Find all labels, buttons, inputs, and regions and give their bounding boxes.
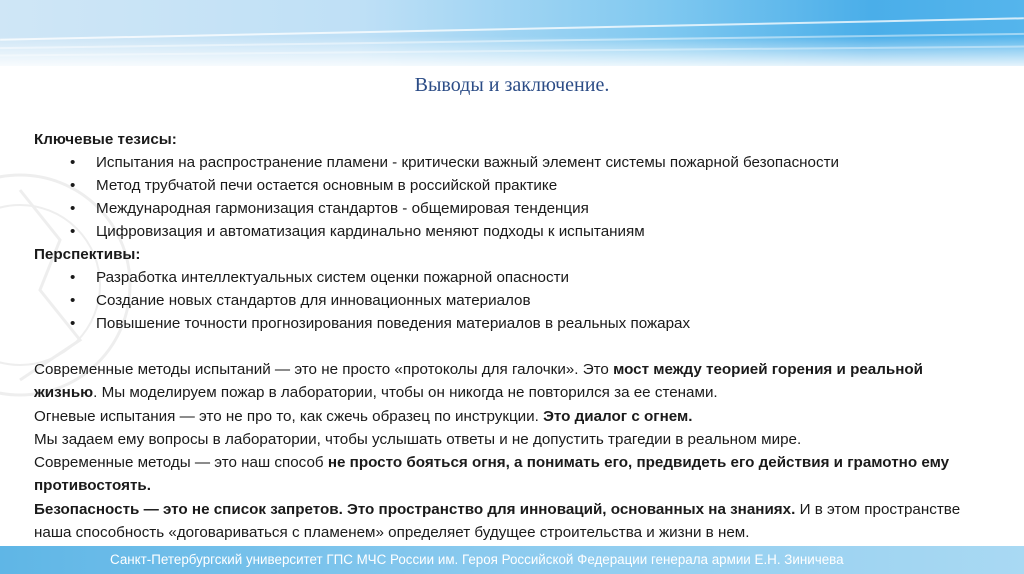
key-theses-list <box>34 151 984 243</box>
list-item: • Международная гармонизация стандартов - общемировая тенденция <box>34 197 984 220</box>
list-item: • Цифровизация и автоматизация кардинально меняют подходы к испытаниям <box>34 220 984 243</box>
header-band <box>0 0 1024 66</box>
list-item: • Метод трубчатой печи остается основным в российской практике <box>34 174 984 197</box>
perspectives-list <box>34 266 984 335</box>
list-item: • Повышение точности прогнозирования поведения материалов в реальных пожарах <box>34 312 984 335</box>
bullet-icon: • <box>70 315 76 332</box>
bullet-icon: • <box>70 292 76 309</box>
bullet-icon: • <box>70 154 76 171</box>
bullet-icon: • <box>70 177 76 194</box>
list-item: • Разработка интеллектуальных систем оценки пожарной опасности <box>34 266 984 289</box>
slide-content <box>34 128 984 544</box>
list-item: • Испытания на распространение пламени - критически важный элемент системы пожарной безопасности <box>34 151 984 174</box>
bullet-icon: • <box>70 269 76 286</box>
perspectives-heading: Перспективы: <box>34 246 141 263</box>
slide-title: Выводы и заключение. <box>414 74 610 96</box>
footer-text: Санкт-Петербургский университет ГПС МЧС России им. Героя Российской Федерации генерала армии Е.Н. Зиничева <box>110 552 844 567</box>
key-theses-heading: Ключевые тезисы: <box>34 131 177 148</box>
conclusion-paragraph: Современные методы испытаний — это не просто «протоколы для галочки». Это мост между теорией горения и реальной жизнью. Мы моделируем пожар в лаборатории, чтобы он никогда не повторился за ее стенами. Огневые испытания — это не про то, как сжечь образец по инструкции. Это диалог с огнем. Мы задаем ему вопросы в лаборатории, чтобы услышать ответы и не допустить трагедии в реальном мире. Современные методы — это наш способ не просто бояться огня, а понимать его, предвидеть его действия и грамотно ему противостоять. Безопасность — это не список запретов. Это пространство для инноваций, основанных на знаниях. И в этом пространстве наша способность «договариваться с пламенем» определяет будущее строительства и жизни в нем. <box>34 361 961 542</box>
list-item: • Создание новых стандартов для инновационных материалов <box>34 289 984 312</box>
bullet-icon: • <box>70 200 76 217</box>
footer-band <box>0 546 1024 574</box>
bullet-icon: • <box>70 223 76 240</box>
